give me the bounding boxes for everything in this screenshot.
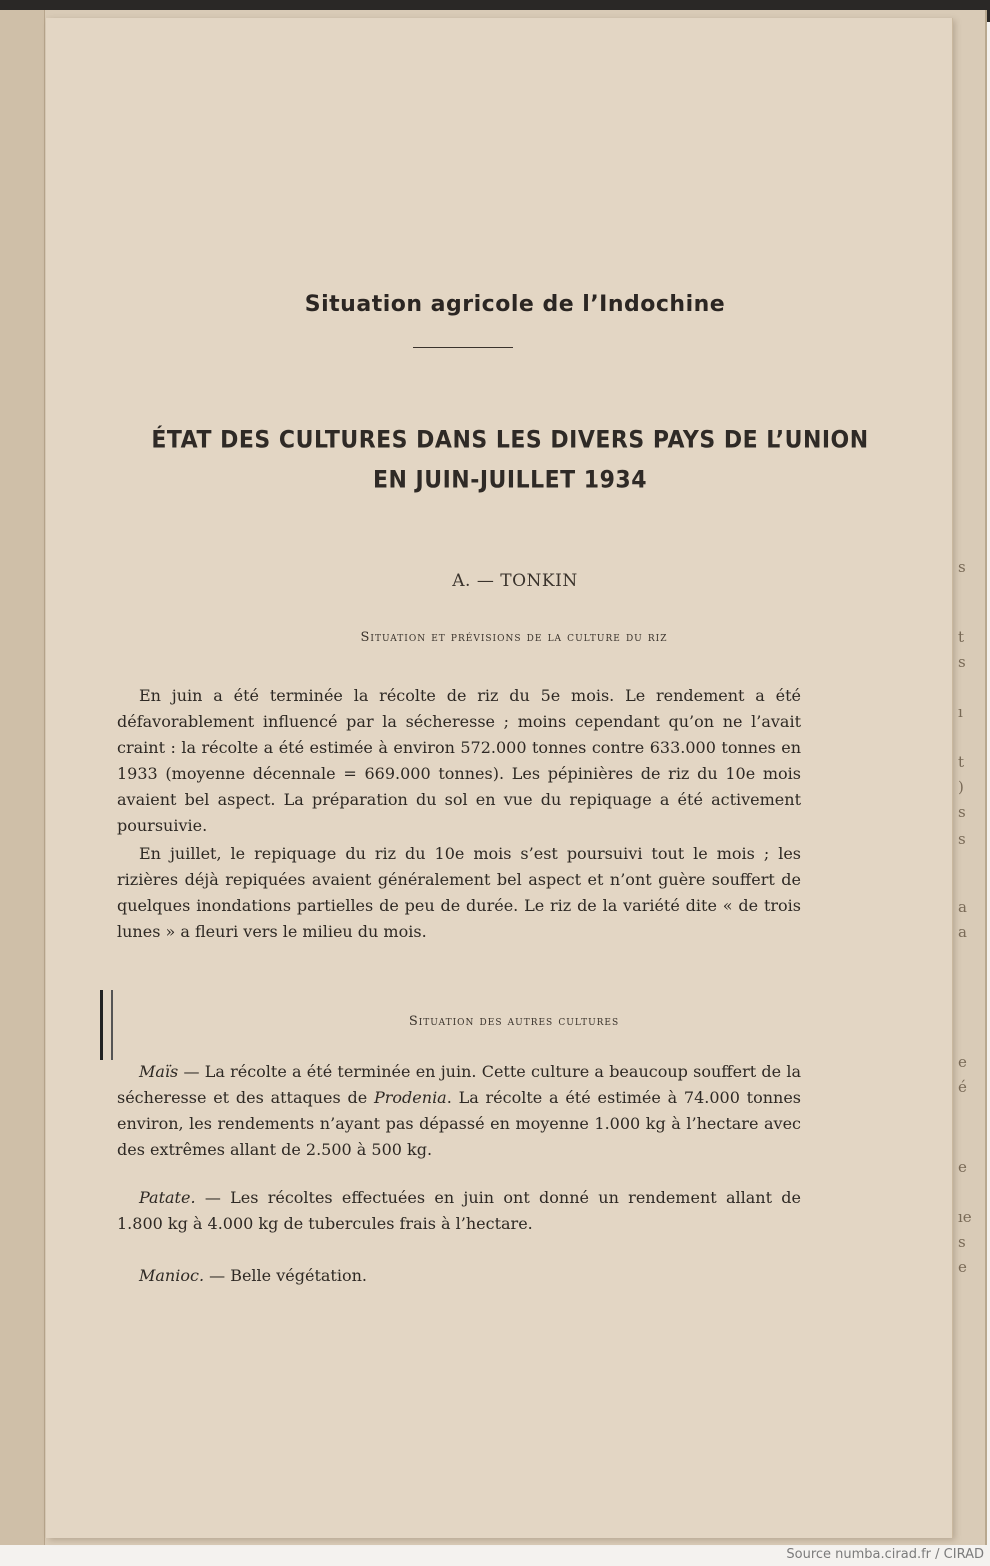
mais-paragraph bbox=[117, 1059, 801, 1163]
patate-paragraph bbox=[117, 1185, 801, 1237]
title-divider bbox=[413, 347, 513, 348]
rice-paragraph-1-text: En juin a été terminée la récolte de riz du 5e mois. Le rendement a été défavorablement influencé par la sécheresse ; moins cependant qu’on ne l’avait craint : la récolte a été estimée à environ 572.000 tonnes contre 633.000 tonnes en 1933 (moyenne décennale = 669.000 tonnes). Les pépinières de riz du 10e mois avaient bel aspect. La préparation du sol en vue du repiquage a été activement poursuivie. bbox=[117, 686, 801, 835]
rice-paragraph-2-text: En juillet, le repiquage du riz du 10e mois s’est poursuivi tout le mois ; les rizières déjà repiquées avaient généralement bel aspect et n’ont guère souffert de quelques inondations partielles de peu de durée. Le riz de la variété dite « de trois lunes » a fleuri vers le milieu du mois. bbox=[117, 844, 801, 941]
subsection-heading-other: Situation des autres cultures bbox=[408, 1014, 620, 1029]
mais-italic-term: Prodenia bbox=[374, 1088, 447, 1107]
subsection-heading-rice: Situation et prévisions de la culture du riz bbox=[360, 630, 668, 645]
mais-text-2: . La récolte a été estimée à 74.000 tonnes environ, les rendements n’ayant pas dépassé en moyenne 1.000 kg à l’hectare avec des extrêmes allant de 2.500 à 500 kg. bbox=[117, 1088, 802, 1159]
mais-text: — La récolte a été terminée en juin. Cette culture a beaucoup souffert de la sécheresse et des attaques de bbox=[117, 1062, 801, 1107]
bleed-through-letters: s t s ı t ) s s a a e é e ıe s e bbox=[958, 558, 972, 1276]
patate-label: Patate. bbox=[139, 1188, 196, 1207]
patate-text: — Les récoltes effectuées en juin ont donné un rendement allant de 1.800 kg à 4.000 kg de tubercules frais à l’hectare. bbox=[117, 1188, 801, 1233]
rice-paragraph-2 bbox=[117, 841, 801, 945]
source-caption: Source numba.cirad.fr / CIRAD bbox=[786, 1547, 984, 1562]
mais-label: Maïs bbox=[139, 1062, 179, 1081]
rice-paragraph-1 bbox=[117, 683, 801, 839]
manioc-label: Manioc. bbox=[139, 1266, 205, 1285]
main-heading-line-1: ÉTAT DES CULTURES DANS LES DIVERS PAYS DE L’UNION bbox=[151, 427, 869, 454]
section-heading: A. — TONKIN bbox=[452, 571, 578, 591]
left-page-edge bbox=[0, 10, 45, 1545]
manioc-paragraph bbox=[117, 1263, 801, 1289]
main-heading-line-2: EN JUIN-JUILLET 1934 bbox=[372, 467, 648, 494]
manioc-text: — Belle végétation. bbox=[204, 1266, 367, 1285]
page-title: Situation agricole de l’Indochine bbox=[304, 292, 726, 317]
